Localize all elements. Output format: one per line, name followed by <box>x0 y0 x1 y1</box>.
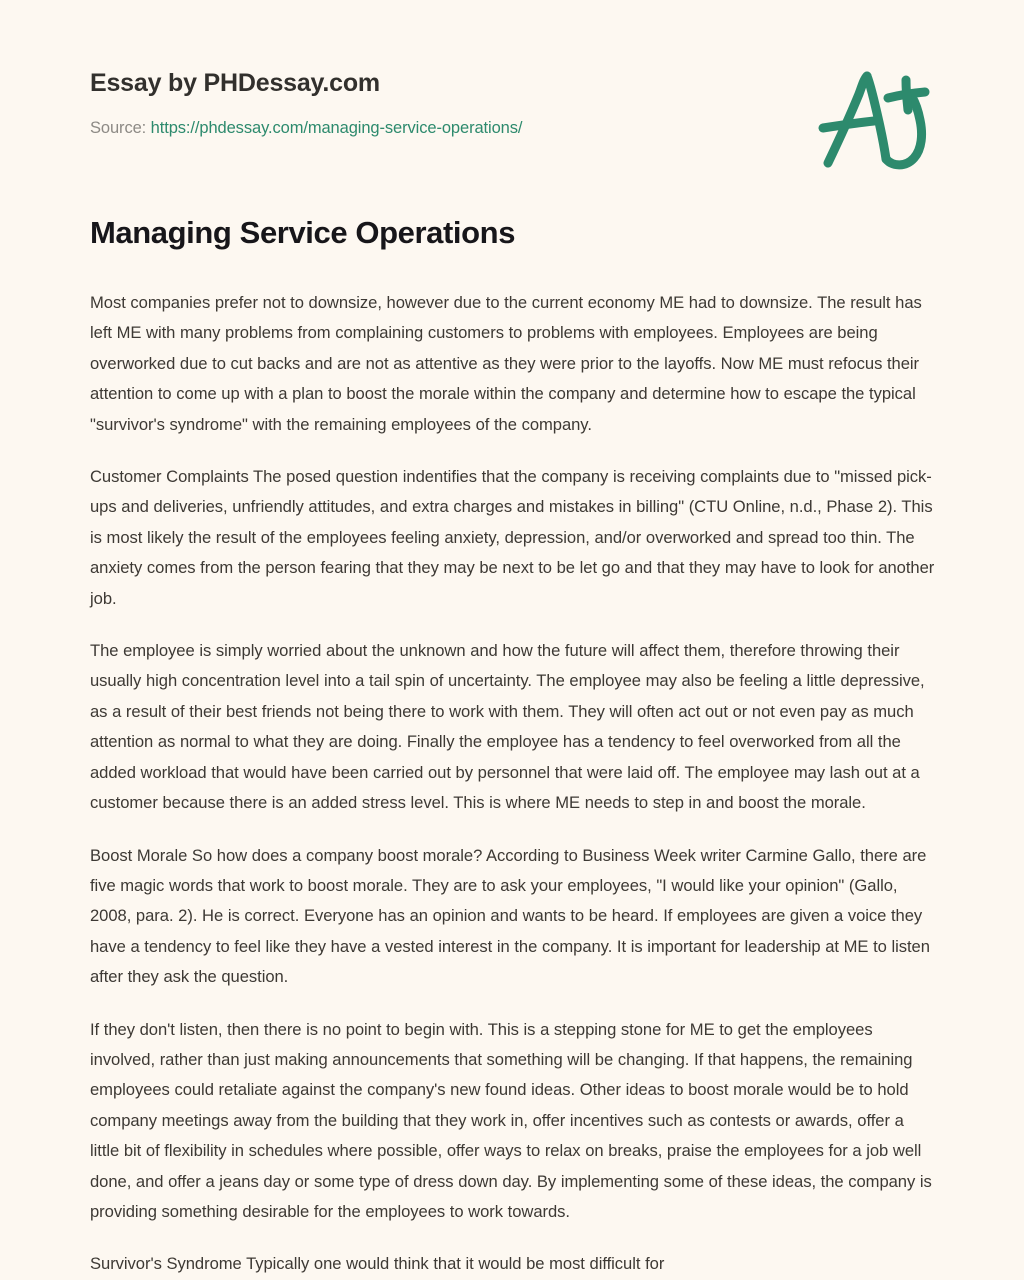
paragraph: Most companies prefer not to downsize, however due to the current economy ME had to downsize. The result has left ME with many problems from complaining customers to problems with employees. Employees are being overworked due to cut backs and are not as attentive as they were prior to the layoffs. Now ME must refocus their attention to come up with a plan to boost the morale within the company and determine how to escape the typical "survivor's syndrome" with the remaining employees of the company. <box>90 293 922 434</box>
article-body <box>90 288 935 1280</box>
paragraph: Customer Complaints The posed question indentifies that the company is receiving complaints due to "missed pick-ups and deliveries, unfriendly attitudes, and extra charges and mistakes in billing" (CTU Online, n.d., Phase 2). This is most likely the result of the employees feeling anxiety, depression, and/or overworked and spread too thin. The anxiety comes from the person fearing that they may be next to be let go and that they may have to look for another job. <box>90 467 935 608</box>
source-label: Source: <box>90 119 151 137</box>
paragraph: The employee is simply worried about the unknown and how the future will affect them, therefore throwing their usually high concentration level into a tail spin of uncertainty. The employee may also be feeling a little depressive, as a result of their best friends not being there to work with them. They will often act out or not even pay as much attention as normal to what they are doing. Finally the employee has a tendency to feel overworked from all the added workload that would have been carried out by personnel that were laid off. The employee may lash out at a customer because there is an added stress level. This is where ME needs to step in and boost the morale. <box>90 641 925 813</box>
source-url-link[interactable]: https://phdessay.com/managing-service-operations/ <box>150 119 523 137</box>
a-plus-logo <box>812 66 934 170</box>
page-title: Managing Service Operations <box>90 215 516 250</box>
article <box>90 212 935 1280</box>
paragraph: If they don't listen, then there is no point to begin with. This is a stepping stone for ME to get the employees involved, rather than just making announcements that something will be changing. If that happens, the remaining employees could retaliate against the company's new found ideas. Other ideas to boost morale would be to hold company meetings away from the building that they work in, offer incentives such as contests or awards, offer a little bit of flexibility in schedules where possible, offer ways to relax on breaks, praise the employees for a job well done, and offer a jeans day or some type of dress down day. By implementing some of these ideas, the company is providing something desirable for the employees to work towards. <box>90 1019 932 1221</box>
brand-title: Essay by PHDessay.com <box>90 69 380 97</box>
paragraph: Boost Morale So how does a company boost morale? According to Business Week writer Carmine Gallo, there are five magic words that work to boost morale. They are to ask your employees, "I would like your opinion" (Gallo, 2008, para. 2). He is correct. Everyone has an opinion and wants to be heard. If employees are given a voice they have a tendency to feel like they have a vested interest in the company. It is important for leadership at ME to listen after they ask the question. <box>90 845 930 987</box>
a-plus-logo-icon <box>812 66 934 170</box>
source-line <box>90 119 522 138</box>
paragraph: Survivor's Syndrome Typically one would think that it would be most difficult for <box>90 1254 665 1274</box>
page-header <box>0 0 1024 190</box>
